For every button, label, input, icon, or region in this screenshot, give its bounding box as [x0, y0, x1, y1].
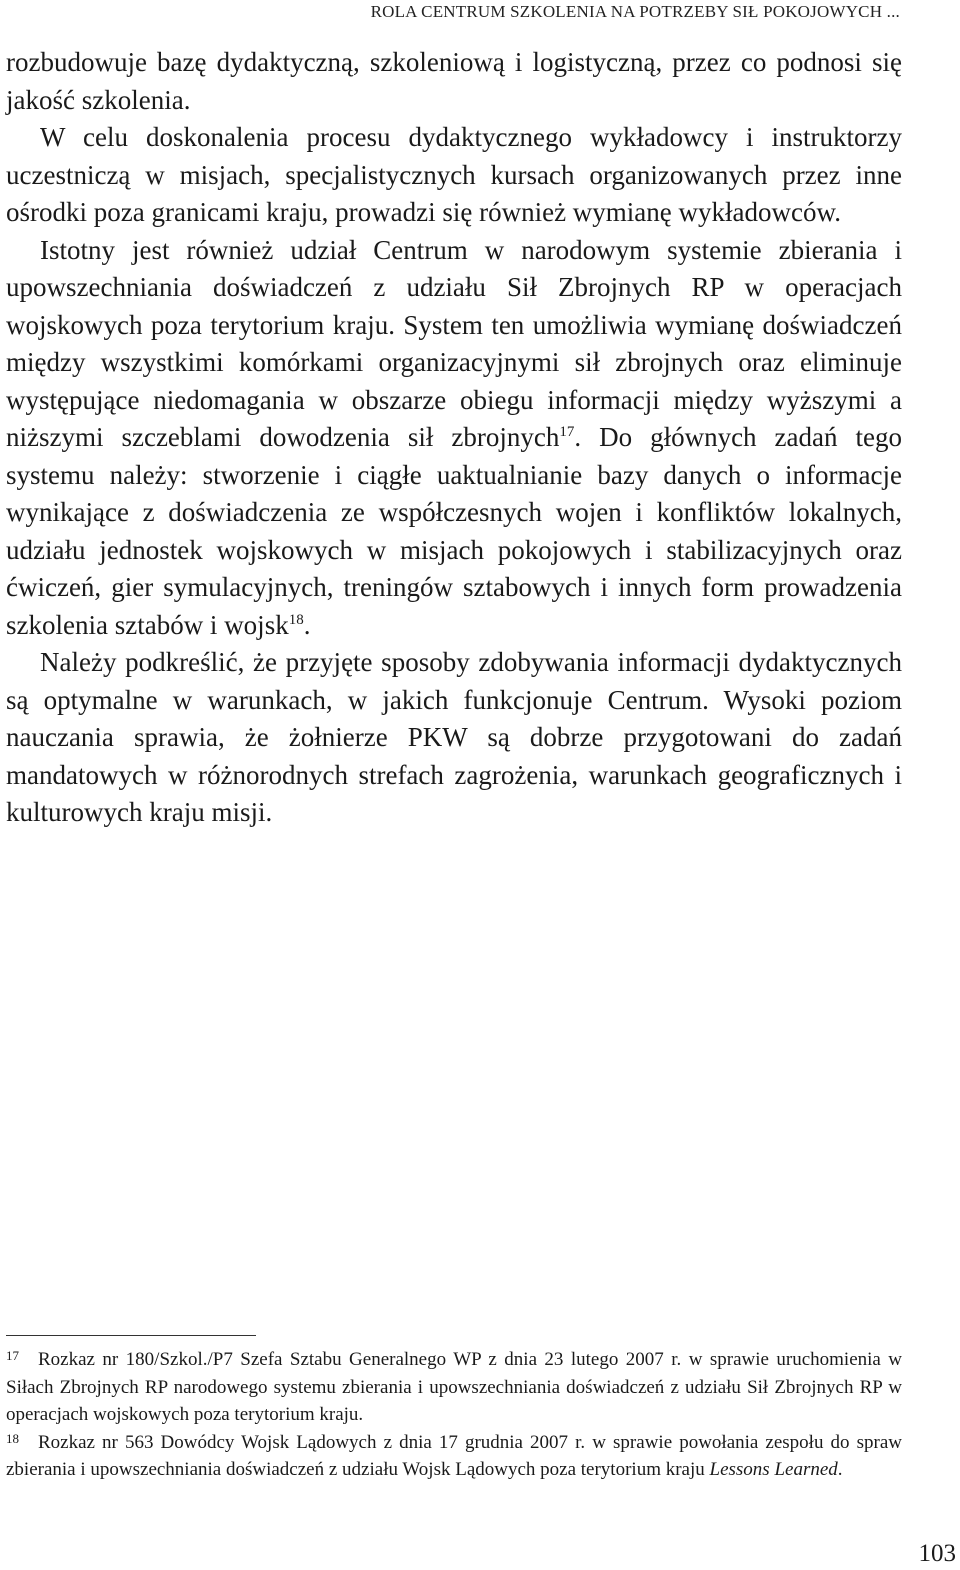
paragraph-4: Należy podkreślić, że przyjęte sposoby zdobywania informacji dydaktycznych są optymalne w warunkach, w jakich funkcjonuje Centrum. Wysoki poziom nauczania sprawia, że żołnierze PKW są dobrze przygotowani do zadań mandatowych w różnorodnych strefach zagrożenia, warunkach geograficznych i kulturowych kraju misji. — [6, 647, 902, 827]
footnote-ref-18[interactable]: 18 — [288, 611, 304, 628]
page-number: 103 — [918, 1540, 956, 1567]
footnotes — [6, 1346, 902, 1484]
running-header: ROLA CENTRUM SZKOLENIA NA POTRZEBY SIŁ POKOJOWYCH ... — [370, 2, 900, 21]
footnote-17 — [6, 1346, 902, 1429]
paragraph-3-text-a: Istotny jest również udział Centrum w narodowym systemie zbierania i upowszechniania doświadczeń z udziału Sił Zbrojnych RP w operacjach wojskowych poza terytorium kraju. System ten umożliwia wymianę doświadczeń między wszystkimi komórkami organizacyjnymi sił zbrojnych oraz eliminuje występujące niedomagania w obszarze obiegu informacji między wyższymi a niższymi szczeblami dowodzenia sił zbrojnych — [6, 234, 902, 452]
footnote-text: Rozkaz nr 563 Dowódcy Wojsk Lądowych z dnia 17 grudnia 2007 r. w sprawie powołania zespołu do spraw zbierania i upowszechniania doświadczeń z udziału Wojsk Lądowych poza terytorium kraju — [6, 1431, 902, 1480]
footnote-number: 18 — [6, 1430, 19, 1446]
footnote-divider — [6, 1335, 256, 1336]
footnote-text: Rozkaz nr 180/Szkol./P7 Szefa Sztabu Generalnego WP z dnia 23 lutego 2007 r. w sprawie uruchomienia w Siłach Zbrojnych RP narodowego systemu zbierania i upowszechniania doświadczeń z udziału Sił Zbrojnych RP w operacjach wojskowych poza terytorium kraju. — [6, 1349, 902, 1425]
paragraph-2: W celu doskonalenia procesu dydaktycznego wykładowcy i instruktorzy uczestniczą w misjach, specjalistycznych kursach organizowanych przez inne ośrodki poza granicami kraju, prowadzi się również wymianę wykładowców. — [6, 122, 902, 227]
paragraph-3 — [6, 232, 902, 645]
paragraph-3-text-b: . Do głównych zadań tego systemu należy: stworzenie i ciągłe uaktualnianie bazy danych o informacje wynikające z doświadczenia ze współczesnych wojen i konfliktów lokalnych, udziału jednostek wojskowych w misjach pokojowych i stabilizacyjnych oraz ćwiczeń, gier symulacyjnych, treningów sztabowych i innych form prowadzenia szkolenia sztabów i wojsk — [6, 422, 902, 640]
main-text — [6, 44, 902, 832]
footnote-ref-17[interactable]: 17 — [559, 424, 575, 440]
paragraph-3-text-c: . — [303, 609, 311, 640]
footnote-number: 17 — [6, 1348, 19, 1363]
footnote-end: . — [837, 1459, 843, 1480]
paragraph-1: rozbudowuje bazę dydaktyczną, szkoleniową i logistyczną, przez co podnosi się jakość szkolenia. — [6, 47, 902, 115]
footnote-italic-title: Lessons Learned — [709, 1459, 838, 1480]
footnote-18 — [6, 1429, 902, 1484]
